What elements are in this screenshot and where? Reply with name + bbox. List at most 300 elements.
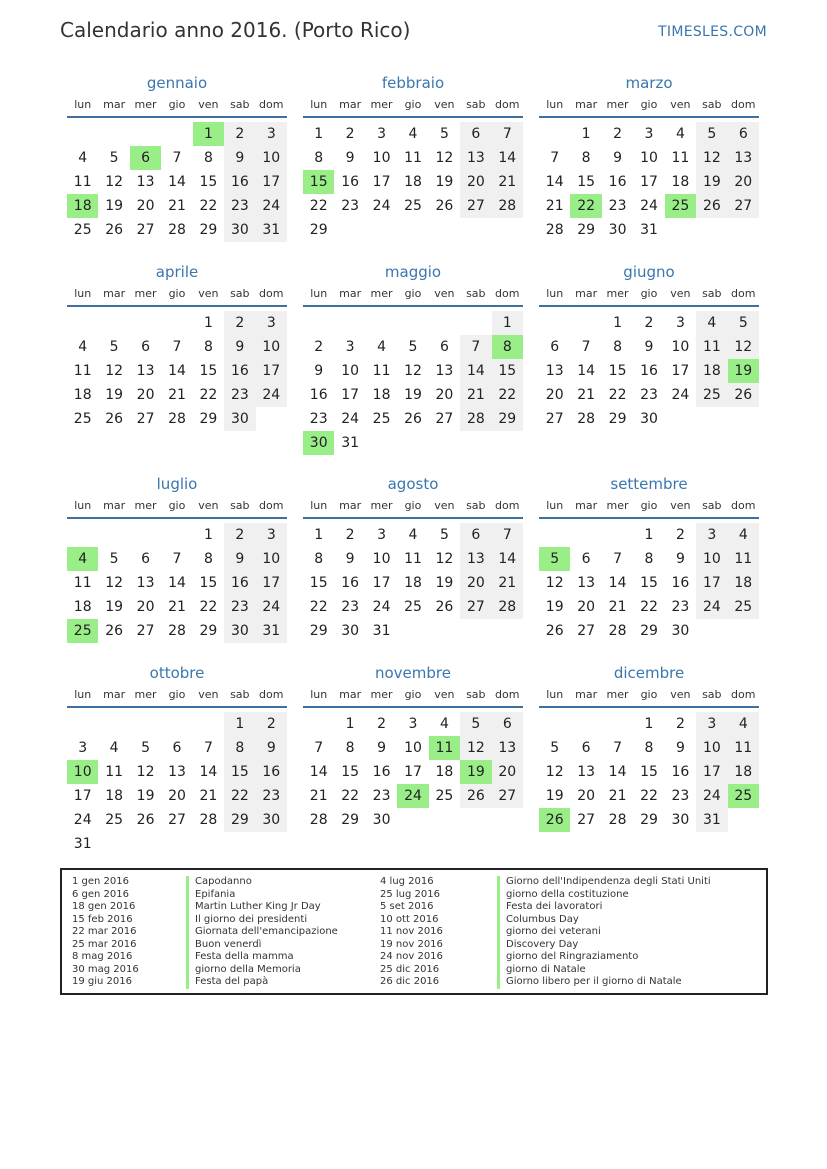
day-cell: 15	[199, 363, 218, 379]
day-cell: 9	[345, 551, 355, 567]
day-cell: 7	[172, 150, 182, 166]
day-cell: 23	[671, 788, 690, 804]
day-cell: 16	[341, 174, 360, 190]
day-cell: 23	[671, 599, 690, 615]
day-cell: 3	[78, 740, 88, 756]
weekday-label: ven	[670, 98, 691, 111]
day-cell: 17	[256, 170, 287, 194]
day-cell: 28	[168, 623, 186, 639]
day-cell: 15	[224, 760, 255, 784]
day-cell: 7	[203, 740, 213, 756]
day-cell: 26	[105, 222, 124, 238]
day-cell: 19	[545, 599, 564, 615]
day-cell: 12	[404, 363, 422, 379]
day-cell: 22	[341, 788, 360, 804]
day-cell: 12	[460, 736, 491, 760]
weekday-label: mar	[575, 499, 598, 512]
day-cell: 8	[345, 740, 355, 756]
day-cell: 28	[545, 222, 564, 238]
weekday-label: mer	[606, 499, 629, 512]
day-cell: 17	[73, 788, 92, 804]
day-cell: 10	[372, 551, 391, 567]
legend-holiday-name: giorno di Natale	[497, 964, 711, 977]
weekday-label: dom	[731, 688, 756, 701]
day-cell: 18	[404, 575, 422, 591]
day-cell: 24	[640, 198, 658, 214]
day-grid	[67, 519, 287, 663]
day-cell: 15	[640, 764, 658, 780]
day-grid	[539, 519, 759, 663]
day-cell: 7	[172, 551, 182, 567]
day-cell: 8	[203, 150, 213, 166]
day-cell: 2	[345, 527, 355, 543]
legend-date: 15 feb 2016	[72, 913, 133, 925]
day-cell: 24	[256, 194, 287, 218]
day-cell: 24	[73, 812, 92, 828]
day-cell: 4	[439, 716, 449, 732]
weekday-label: dom	[495, 688, 520, 701]
day-cell: 23	[608, 198, 627, 214]
weekday-label: lun	[74, 499, 92, 512]
holiday-day-cell: 25	[728, 784, 759, 808]
day-cell: 20	[577, 599, 596, 615]
day-cell: 25	[73, 222, 92, 238]
day-cell: 21	[608, 599, 627, 615]
weekday-label: ven	[670, 287, 691, 300]
day-cell: 5	[728, 311, 759, 335]
day-cell: 18	[404, 174, 422, 190]
day-cell: 8	[224, 736, 255, 760]
month-agosto	[303, 473, 523, 663]
day-cell: 29	[199, 411, 218, 427]
weekday-label: ven	[198, 688, 219, 701]
day-cell: 7	[492, 523, 523, 547]
day-cell: 28	[309, 812, 328, 828]
legend-date: 18 gen 2016	[72, 901, 136, 912]
weekday-label: ven	[434, 688, 455, 701]
day-cell: 23	[640, 387, 658, 403]
legend-holiday-name: Giorno libero per il giorno di Natale	[497, 976, 711, 989]
day-cell: 7	[314, 740, 324, 756]
weekday-label: lun	[546, 98, 564, 111]
day-cell: 4	[78, 339, 88, 355]
legend-dates-right	[380, 876, 443, 989]
day-cell: 13	[136, 363, 155, 379]
weekday-header	[539, 283, 759, 307]
weekday-label: mar	[575, 287, 598, 300]
weekday-label: sab	[702, 499, 722, 512]
holiday-day-cell: 24	[397, 784, 428, 808]
legend-date: 8 mag 2016	[72, 951, 133, 962]
day-cell: 15	[199, 575, 218, 591]
day-cell: 28	[608, 812, 627, 828]
weekday-label: gio	[168, 688, 186, 701]
legend-holiday-name: Epifania	[186, 889, 338, 902]
day-cell: 7	[613, 740, 623, 756]
day-cell: 11	[372, 363, 391, 379]
legend-date: 25 dic 2016	[380, 963, 440, 975]
day-cell: 14	[168, 174, 186, 190]
day-cell: 13	[136, 575, 155, 591]
day-grid	[67, 307, 287, 451]
month-name: aprile	[155, 263, 199, 281]
month-gennaio	[67, 72, 287, 262]
weekday-header	[539, 94, 759, 118]
weekday-label: ven	[670, 499, 691, 512]
day-cell: 29	[640, 623, 658, 639]
day-cell: 22	[640, 599, 658, 615]
day-cell: 25	[404, 198, 422, 214]
weekday-label: mer	[606, 688, 629, 701]
day-cell: 17	[372, 575, 391, 591]
day-cell: 10	[640, 150, 658, 166]
holiday-day-cell: 25	[67, 619, 98, 643]
day-cell: 21	[460, 383, 491, 407]
day-cell: 23	[341, 599, 360, 615]
weekday-label: mar	[339, 98, 362, 111]
day-cell: 22	[309, 198, 328, 214]
day-cell: 11	[73, 174, 92, 190]
day-cell: 23	[224, 194, 255, 218]
day-cell: 31	[341, 435, 360, 451]
day-cell: 5	[109, 150, 119, 166]
day-cell: 16	[309, 387, 328, 403]
day-cell: 5	[408, 339, 418, 355]
day-cell: 19	[105, 198, 124, 214]
holiday-legend	[60, 868, 768, 995]
weekday-label: mer	[134, 98, 157, 111]
day-cell: 1	[314, 527, 324, 543]
weekday-label: lun	[310, 98, 328, 111]
holiday-day-cell: 15	[303, 170, 334, 194]
day-cell: 13	[545, 363, 564, 379]
day-cell: 3	[408, 716, 418, 732]
day-cell: 22	[199, 599, 218, 615]
month-dicembre	[539, 662, 759, 852]
weekday-header	[303, 684, 523, 708]
day-cell: 8	[613, 339, 623, 355]
day-cell: 4	[377, 339, 387, 355]
day-cell: 17	[696, 760, 727, 784]
day-cell: 30	[256, 808, 287, 832]
day-cell: 12	[105, 174, 124, 190]
day-cell: 21	[199, 788, 218, 804]
day-cell: 20	[168, 788, 186, 804]
weekday-label: mer	[134, 499, 157, 512]
day-cell: 11	[671, 150, 690, 166]
weekday-label: mer	[370, 98, 393, 111]
month-marzo	[539, 72, 759, 262]
day-cell: 18	[435, 764, 454, 780]
day-cell: 23	[224, 595, 255, 619]
day-cell: 10	[696, 736, 727, 760]
day-cell: 10	[341, 363, 360, 379]
day-cell: 26	[696, 194, 727, 218]
day-cell: 5	[439, 126, 449, 142]
day-cell: 1	[345, 716, 355, 732]
day-cell: 27	[136, 623, 155, 639]
day-cell: 2	[314, 339, 324, 355]
day-cell: 13	[435, 363, 454, 379]
weekday-label: ven	[670, 688, 691, 701]
day-cell: 20	[435, 387, 454, 403]
day-cell: 16	[608, 174, 627, 190]
weekday-label: dom	[259, 98, 284, 111]
day-cell: 29	[199, 222, 218, 238]
day-cell: 25	[435, 788, 454, 804]
day-cell: 30	[224, 619, 255, 643]
weekday-label: mar	[339, 287, 362, 300]
brand-link[interactable]: TIMESLES.COM	[658, 24, 767, 40]
day-cell: 20	[728, 170, 759, 194]
day-cell: 1	[613, 315, 623, 331]
day-cell: 6	[460, 523, 491, 547]
day-cell: 14	[608, 575, 627, 591]
day-cell: 15	[341, 764, 360, 780]
day-cell: 21	[608, 788, 627, 804]
day-cell: 18	[73, 599, 92, 615]
day-cell: 3	[256, 122, 287, 146]
day-cell: 12	[136, 764, 155, 780]
legend-holiday-name: Festa dei lavoratori	[497, 901, 711, 914]
legend-holiday-name: giorno della costituzione	[497, 889, 711, 902]
day-cell: 18	[73, 387, 92, 403]
weekday-label: gio	[168, 499, 186, 512]
month-name: febbraio	[381, 74, 445, 92]
weekday-label: mer	[606, 98, 629, 111]
day-cell: 30	[224, 218, 255, 242]
day-cell: 24	[696, 784, 727, 808]
day-cell: 2	[224, 311, 255, 335]
weekday-header	[67, 283, 287, 307]
day-cell: 20	[460, 571, 491, 595]
weekday-label: sab	[466, 98, 486, 111]
day-cell: 4	[408, 527, 418, 543]
weekday-label: lun	[546, 499, 564, 512]
day-cell: 21	[168, 198, 186, 214]
weekday-label: ven	[198, 98, 219, 111]
day-cell: 7	[581, 339, 591, 355]
day-cell: 2	[377, 716, 387, 732]
legend-names-right	[497, 876, 711, 989]
day-cell: 27	[136, 222, 155, 238]
day-cell: 25	[728, 595, 759, 619]
day-cell: 9	[224, 146, 255, 170]
day-cell: 31	[696, 808, 727, 832]
day-cell: 3	[675, 315, 685, 331]
day-cell: 9	[224, 335, 255, 359]
weekday-label: ven	[434, 499, 455, 512]
day-cell: 2	[675, 527, 685, 543]
day-cell: 6	[581, 551, 591, 567]
holiday-day-cell: 5	[539, 547, 570, 571]
weekday-label: sab	[230, 499, 250, 512]
weekday-label: mer	[134, 688, 157, 701]
day-cell: 19	[105, 599, 124, 615]
day-cell: 6	[460, 122, 491, 146]
day-cell: 19	[545, 788, 564, 804]
weekday-label: dom	[731, 287, 756, 300]
holiday-day-cell: 8	[492, 335, 523, 359]
day-cell: 22	[199, 387, 218, 403]
day-cell: 24	[372, 198, 391, 214]
day-cell: 5	[460, 712, 491, 736]
weekday-label: dom	[495, 287, 520, 300]
day-cell: 1	[644, 716, 654, 732]
day-cell: 21	[492, 170, 523, 194]
day-cell: 17	[671, 363, 690, 379]
day-cell: 6	[141, 551, 151, 567]
day-cell: 22	[309, 599, 328, 615]
day-cell: 9	[613, 150, 623, 166]
day-cell: 13	[460, 547, 491, 571]
day-cell: 5	[696, 122, 727, 146]
day-cell: 4	[728, 712, 759, 736]
legend-date: 11 nov 2016	[380, 926, 443, 937]
holiday-day-cell: 26	[539, 808, 570, 832]
day-cell: 19	[435, 174, 454, 190]
day-cell: 30	[608, 222, 627, 238]
day-cell: 26	[460, 784, 491, 808]
day-cell: 11	[728, 736, 759, 760]
weekday-label: mar	[103, 287, 126, 300]
day-cell: 10	[256, 146, 287, 170]
weekday-label: ven	[434, 287, 455, 300]
day-cell: 26	[728, 383, 759, 407]
holiday-day-cell: 6	[130, 146, 161, 170]
weekday-label: mer	[134, 287, 157, 300]
day-cell: 13	[460, 146, 491, 170]
day-cell: 1	[203, 527, 213, 543]
day-cell: 27	[460, 194, 491, 218]
day-cell: 1	[224, 712, 255, 736]
day-cell: 22	[199, 198, 218, 214]
day-cell: 4	[109, 740, 119, 756]
day-grid	[539, 307, 759, 451]
day-cell: 15	[577, 174, 596, 190]
day-grid	[303, 519, 523, 663]
day-cell: 2	[613, 126, 623, 142]
month-luglio	[67, 473, 287, 663]
day-cell: 10	[256, 335, 287, 359]
day-cell: 7	[550, 150, 560, 166]
day-cell: 6	[439, 339, 449, 355]
holiday-day-cell: 10	[67, 760, 98, 784]
day-cell: 25	[372, 411, 391, 427]
legend-date: 1 gen 2016	[72, 876, 130, 887]
day-cell: 25	[696, 383, 727, 407]
day-cell: 28	[608, 623, 627, 639]
day-cell: 26	[105, 411, 124, 427]
month-novembre	[303, 662, 523, 852]
day-cell: 16	[341, 575, 360, 591]
day-cell: 23	[341, 198, 360, 214]
day-cell: 27	[460, 595, 491, 619]
holiday-day-cell: 22	[570, 194, 601, 218]
day-cell: 8	[581, 150, 591, 166]
month-name: settembre	[610, 475, 688, 493]
day-cell: 26	[435, 599, 454, 615]
weekday-label: dom	[259, 499, 284, 512]
day-cell: 3	[377, 126, 387, 142]
month-name: novembre	[375, 664, 451, 682]
weekday-label: gio	[640, 98, 658, 111]
day-cell: 14	[460, 359, 491, 383]
day-cell: 19	[105, 387, 124, 403]
day-cell: 16	[224, 571, 255, 595]
day-cell: 13	[577, 575, 596, 591]
day-cell: 25	[404, 599, 422, 615]
day-cell: 28	[168, 411, 186, 427]
day-cell: 8	[644, 551, 654, 567]
weekday-header	[67, 684, 287, 708]
legend-holiday-name: giorno della Memoria	[186, 964, 338, 977]
day-cell: 18	[671, 174, 690, 190]
day-cell: 2	[345, 126, 355, 142]
day-cell: 30	[372, 812, 391, 828]
legend-date: 19 giu 2016	[72, 976, 132, 987]
day-cell: 1	[203, 315, 213, 331]
holiday-day-cell: 1	[193, 122, 224, 146]
month-name: marzo	[625, 74, 673, 92]
day-cell: 7	[613, 551, 623, 567]
weekday-header	[67, 94, 287, 118]
day-cell: 12	[105, 575, 124, 591]
legend-holiday-name: Giorno dell'Indipendenza degli Stati Uniti	[497, 876, 711, 889]
weekday-label: dom	[495, 98, 520, 111]
day-cell: 6	[728, 122, 759, 146]
weekday-header	[539, 684, 759, 708]
day-cell: 12	[435, 551, 454, 567]
day-cell: 6	[172, 740, 182, 756]
day-cell: 23	[309, 411, 328, 427]
day-cell: 13	[728, 146, 759, 170]
weekday-label: sab	[466, 287, 486, 300]
weekday-label: dom	[731, 499, 756, 512]
weekday-label: gio	[640, 688, 658, 701]
day-cell: 4	[675, 126, 685, 142]
weekday-header	[303, 283, 523, 307]
day-cell: 14	[492, 146, 523, 170]
day-cell: 21	[577, 387, 596, 403]
day-cell: 28	[492, 595, 523, 619]
weekday-label: mar	[103, 688, 126, 701]
weekday-label: ven	[434, 98, 455, 111]
month-settembre	[539, 473, 759, 663]
legend-holiday-name: Festa della mamma	[186, 951, 338, 964]
day-cell: 18	[696, 359, 727, 383]
day-cell: 20	[492, 760, 523, 784]
legend-holiday-name: giorno dei veterani	[497, 926, 711, 939]
day-cell: 14	[309, 764, 328, 780]
day-cell: 27	[577, 812, 596, 828]
day-cell: 1	[581, 126, 591, 142]
weekday-label: ven	[198, 499, 219, 512]
day-cell: 16	[224, 170, 255, 194]
day-grid	[539, 118, 759, 262]
day-cell: 23	[224, 383, 255, 407]
day-cell: 14	[168, 575, 186, 591]
day-cell: 25	[73, 411, 92, 427]
day-cell: 10	[671, 339, 690, 355]
day-cell: 20	[545, 387, 564, 403]
day-cell: 31	[73, 836, 92, 852]
day-cell: 6	[492, 712, 523, 736]
legend-holiday-name: Festa del papà	[186, 976, 338, 989]
day-cell: 22	[608, 387, 627, 403]
day-cell: 12	[545, 764, 564, 780]
legend-holiday-name: giorno del Ringraziamento	[497, 951, 711, 964]
